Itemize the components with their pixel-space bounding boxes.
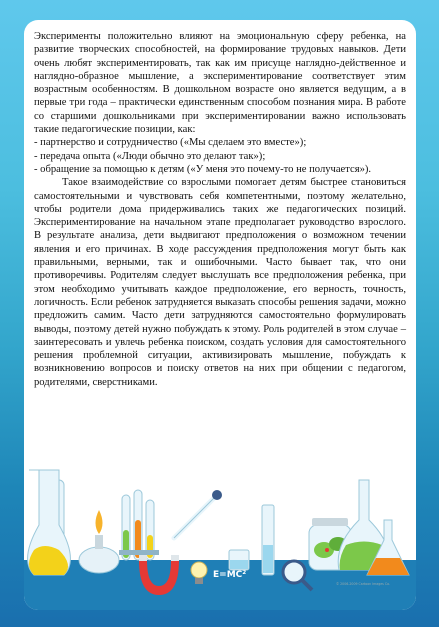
measuring-cylinder-icon	[262, 505, 274, 575]
copyright-text: © 2006-2009 Cartoon Images Co.	[335, 582, 390, 586]
list-item-help: - обращение за помощью к детям («У меня это почему-то не получается»).	[34, 163, 372, 175]
content-card	[24, 20, 416, 610]
science-lab-illustration	[24, 410, 416, 610]
beaker-icon	[229, 550, 249, 570]
article-text	[34, 30, 406, 389]
pipette-icon	[174, 490, 222, 538]
paragraph-interaction: Такое взаимодействие со взрослыми помогает детям быстрее становиться самостоятельными и чувствовать себя компетентными, поэтому желательно, чтобы родители дома придерживались таких же педагогических позиций. Экспериментирование на начальном этапе предполагает руководство взрослого. В результате анализа, дети выдвигают предположения о возможном течении явления и его причинах. В ходе рассуждения предположения могут быть как правильными, верными, так и ошибочными. Часто бывает так, что они противоречивы. Родителям следует выслушать все предположения ребенка, при этом необходимо учитывать каждое предположение, его верность, точность, логичность. Если ребенок затрудняется выказать способы решения задачи, можно предложить самим. Часто дети затрудняются самостоятельно формулировать выводы, поэтому детей нужно побуждать к этому. Роль родителей в этом случае – заинтересовать и увлечь ребенка поиском, создать условия для самостоятельного решения проблемной ситуации, активизировать мышление, побуждать к возникновению вопросов и поиску ответов на них при общении с педагогом, родителями, сверстниками.	[34, 177, 406, 388]
formula-label: E=MC²	[213, 570, 247, 580]
paragraph-intro: Эксперименты положительно влияют на эмоциональную сферу ребенка, на развитие творческих способностей, на формирование трудовых навыков. Дети очень любят экспериментировать, так как им присуще наглядно-действенное и наглядно-образное мышление, а экспериментирование соответствует этим возрастным особенностям. В дошкольном возрасте оно является ведущим, а в первые три года – практически единственным способом познания мира. В работе со старшими дошкольниками при экспериментировании важно использовать такие педагогические позиции, как:	[34, 31, 406, 136]
spirit-lamp-icon	[79, 510, 119, 573]
list-item-experience: - передача опыта («Люди обычно это делают так»);	[34, 150, 266, 162]
test-tube-rack-icon	[119, 490, 159, 560]
list-item-partnership: - партнерство и сотрудничество («Мы сделаем это вместе»);	[34, 137, 307, 149]
